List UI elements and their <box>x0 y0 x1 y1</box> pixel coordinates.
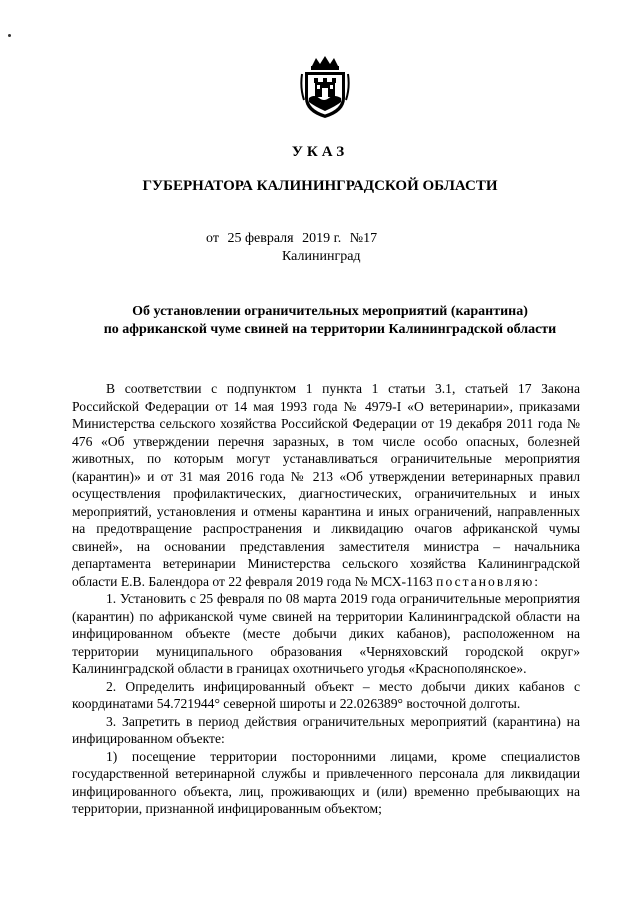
item-1-paragraph: 1. Установить с 25 февраля по 08 марта 2019 года ограничительные мероприятия (карантин) по африканской чуме свиней на территории Калининградской области на инфицированном объекте (месте добычи диких кабанов), расположенном на территории муниципального образования «Черняховский городской округ» Калининградской области в границах охотничьего угодья «Краснополянское». <box>72 591 580 676</box>
scan-speck <box>8 34 11 37</box>
preamble-paragraph <box>72 380 580 590</box>
decree-number: №17 <box>349 231 378 246</box>
item-2-paragraph: 2. Определить инфицированный объект – место добычи диких кабанов с координатами 54.721944° северной широты и 22.026389° восточной долготы. <box>72 678 580 711</box>
subject-line-1: Об установлении ограничительных мероприятий (карантина) <box>132 304 528 319</box>
date-value: 25 февраля <box>227 231 294 246</box>
decree-subject <box>40 303 620 339</box>
date-prefix: от <box>206 231 219 246</box>
decree-title: УКАЗ <box>291 144 349 160</box>
decree-dateline <box>206 231 382 247</box>
item-3-1-paragraph: 1) посещение территории посторонними лицами, кроме специалистов государственной ветеринарной службы и привлеченного персонала для ликвидации инфицированного объекта, лиц, проживающих и (или) временно пребывающих на территории, признанной инфицированным объектом; <box>72 748 580 816</box>
date-year: 2019 г. <box>302 231 342 246</box>
subject-line-2: по африканской чуме свиней на территории Калининградской области <box>103 322 557 337</box>
preamble-text: В соответствии с подпунктом 1 пункта 1 статьи 3.1, статьей 17 Закона Российской Федерации от 14 мая 1993 года № 4979-I «О ветеринарии», приказами Министерства сельского хозяйства Российской Федерации от 19 декабря 2011 года № 476 «Об утверждении перечня заразных, в том числе особо опасных, болезней животных, по которым могут устанавливаться ограничительные мероприятия (карантин)» и от 31 мая 2016 года № 213 «Об утверждении ветеринарных правил осуществления профилактических, диагностических, ограничительных и иных мероприятий, установления и отмены карантина и иных ограничений, направленных на предотвращение распространения и ликвидацию очагов африканской чумы свиней», на основании представления заместителя министра – начальника департамента ветеринарии Министерства сельского хозяйства Калининградской области Е.В. Балендора от 22 февраля 2019 года № МСХ-1163 <box>72 381 580 589</box>
item-3-paragraph: 3. Запретить в период действия ограничительных мероприятий (карантина) на инфицированном объекте: <box>72 713 580 746</box>
decree-word: постановляю: <box>436 573 541 589</box>
decree-issuer: ГУБЕРНАТОРА КАЛИНИНГРАДСКОЙ ОБЛАСТИ <box>142 178 498 194</box>
decree-city: Калининград <box>282 249 361 264</box>
decree-body <box>72 380 580 818</box>
coat-of-arms-icon <box>300 54 350 120</box>
